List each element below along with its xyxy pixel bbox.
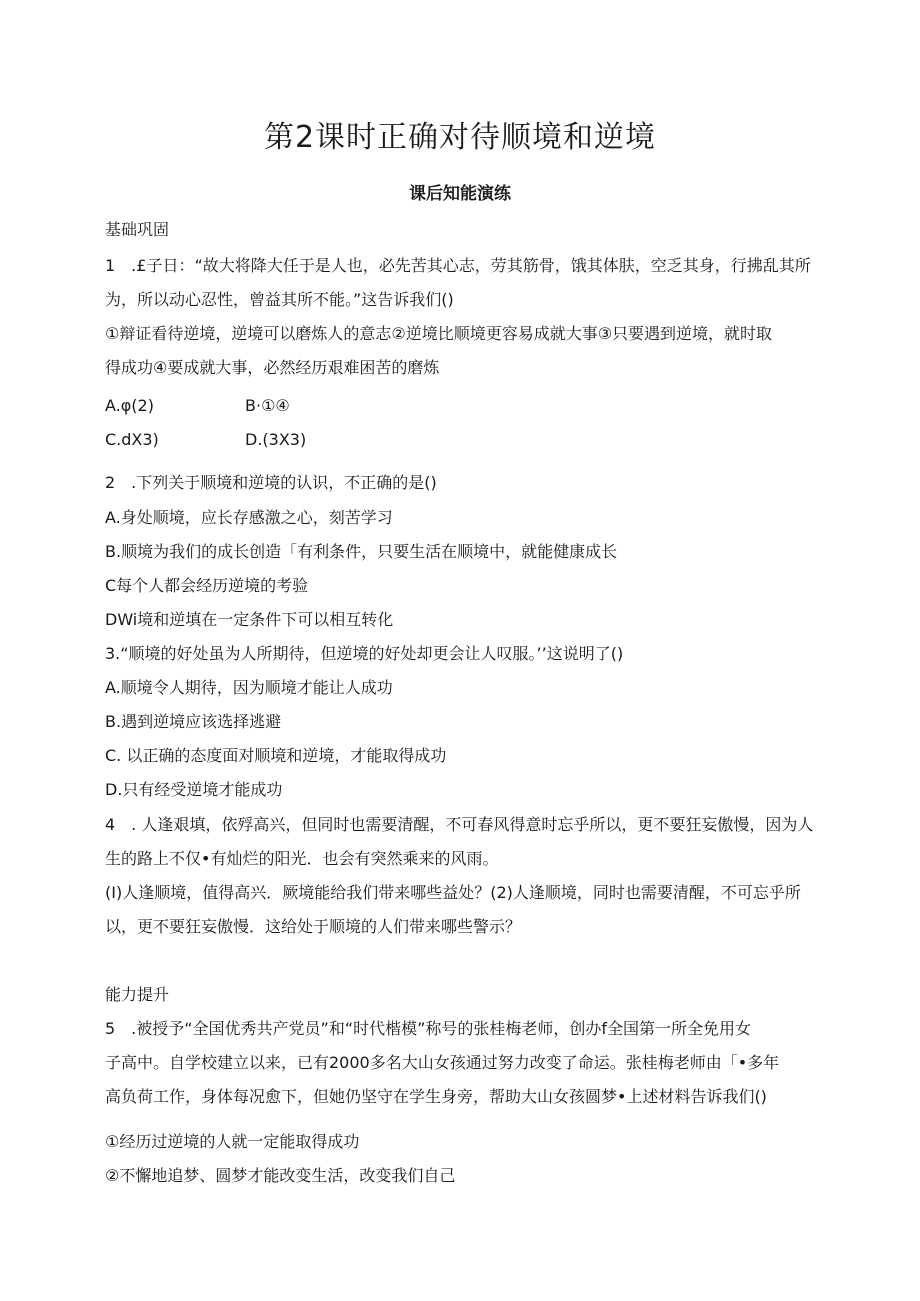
q1-option-a: A.φ(2) <box>105 396 154 415</box>
q3-option-d: D.只有经受逆境才能成功 <box>105 780 283 799</box>
q1-statements-line1: ①辩证看待逆境，逆境可以磨炼人的意志②逆境比顺境更容易成就大事③只要遇到逆境，就时取 <box>105 324 773 343</box>
q1-option-c: C.dX3) <box>105 430 159 449</box>
q5-stem-line1: 5 .被授予“全国优秀共产党员”和“时代楷模”称号的张桂梅老师，创办f全国第一所全免用女 <box>105 1019 752 1038</box>
q5-statement-2: ②不懈地追梦、圆梦才能改变生活，改变我们自己 <box>105 1166 456 1185</box>
q1-stem-line1: 1 .£子日：“故大将降大任于是人也，必先苦其心志，劳其筋骨，饿其体肤，空乏其身，行拂乱其所 <box>105 256 811 275</box>
q3-option-b: B.遇到逆境应该选择逃避 <box>105 712 282 731</box>
q4-prompt-line2: 以，更不要狂妄傲慢．这给处于顺境的人们带来哪些警示？ <box>105 917 522 936</box>
q4-stem-line2: 生的路上不仅•有灿烂的阳光．也会有突然乘来的风雨。 <box>105 849 499 868</box>
q3-stem: 3.“顺境的好处虽为人所期待，但逆境的好处却更会让人叹服。’’这说明了() <box>105 644 624 663</box>
q2-option-c: C每个人都会经历逆境的考验 <box>105 576 309 595</box>
q5-statement-1: ①经历过逆境的人就一定能取得成功 <box>105 1132 360 1151</box>
section-heading-advanced: 能力提升 <box>105 985 170 1004</box>
q1-option-d: D.(3X3) <box>245 430 307 449</box>
q3-option-a: A.顺境令人期待，因为顺境才能让人成功 <box>105 678 393 697</box>
page-subtitle: 课后知能演练 <box>409 184 511 204</box>
q1-option-b: B·①④ <box>245 396 290 415</box>
q2-option-a: A.身处顺境，应长存感激之心，刻苦学习 <box>105 508 393 527</box>
page-title: 第2课时正确对待顺境和逆境 <box>263 120 657 155</box>
q4-stem-line1: 4 . 人逢艰填，依殍高兴，但同时也需要清醒，不可春风得意时忘乎所以，更不要狂妄傲慢，因为人 <box>105 815 814 834</box>
q1-statements-line2: 得成功④要成就大事，必然经历艰难困苦的磨炼 <box>105 358 440 377</box>
q3-option-c: C. 以正确的态度面对顺境和逆境，才能取得成功 <box>105 746 447 765</box>
q2-option-d: DWi境和逆填在一定条件下可以相互转化 <box>105 610 394 629</box>
q2-option-b: B.顺境为我们的成长创造「有利条件，只要生活在顺境中，就能健康成长 <box>105 542 618 561</box>
section-heading-basic: 基础巩固 <box>105 220 170 239</box>
q5-stem-line3: 高负荷工作，身体每况愈下，但她仍坚守在学生身旁，帮助大山女孩圆梦•上述材料告诉我们() <box>105 1087 767 1106</box>
q5-stem-line2: 子高中。自学校建立以来，已有2000多名大山女孩通过努力改变了命运。张桂梅老师由「•多年 <box>105 1053 780 1072</box>
q2-stem: 2 .下列关于顺境和逆境的认识，不正确的是() <box>105 473 437 492</box>
q1-stem-line2: 为，所以动心忍性，曾益其所不能。”这告诉我们() <box>105 290 454 309</box>
q4-prompt-line1: (I)人逢顺境，值得高兴．厥境能给我们带来哪些益处？(2)人逢顺境，同时也需要清醒，不可忘乎所 <box>105 883 801 902</box>
